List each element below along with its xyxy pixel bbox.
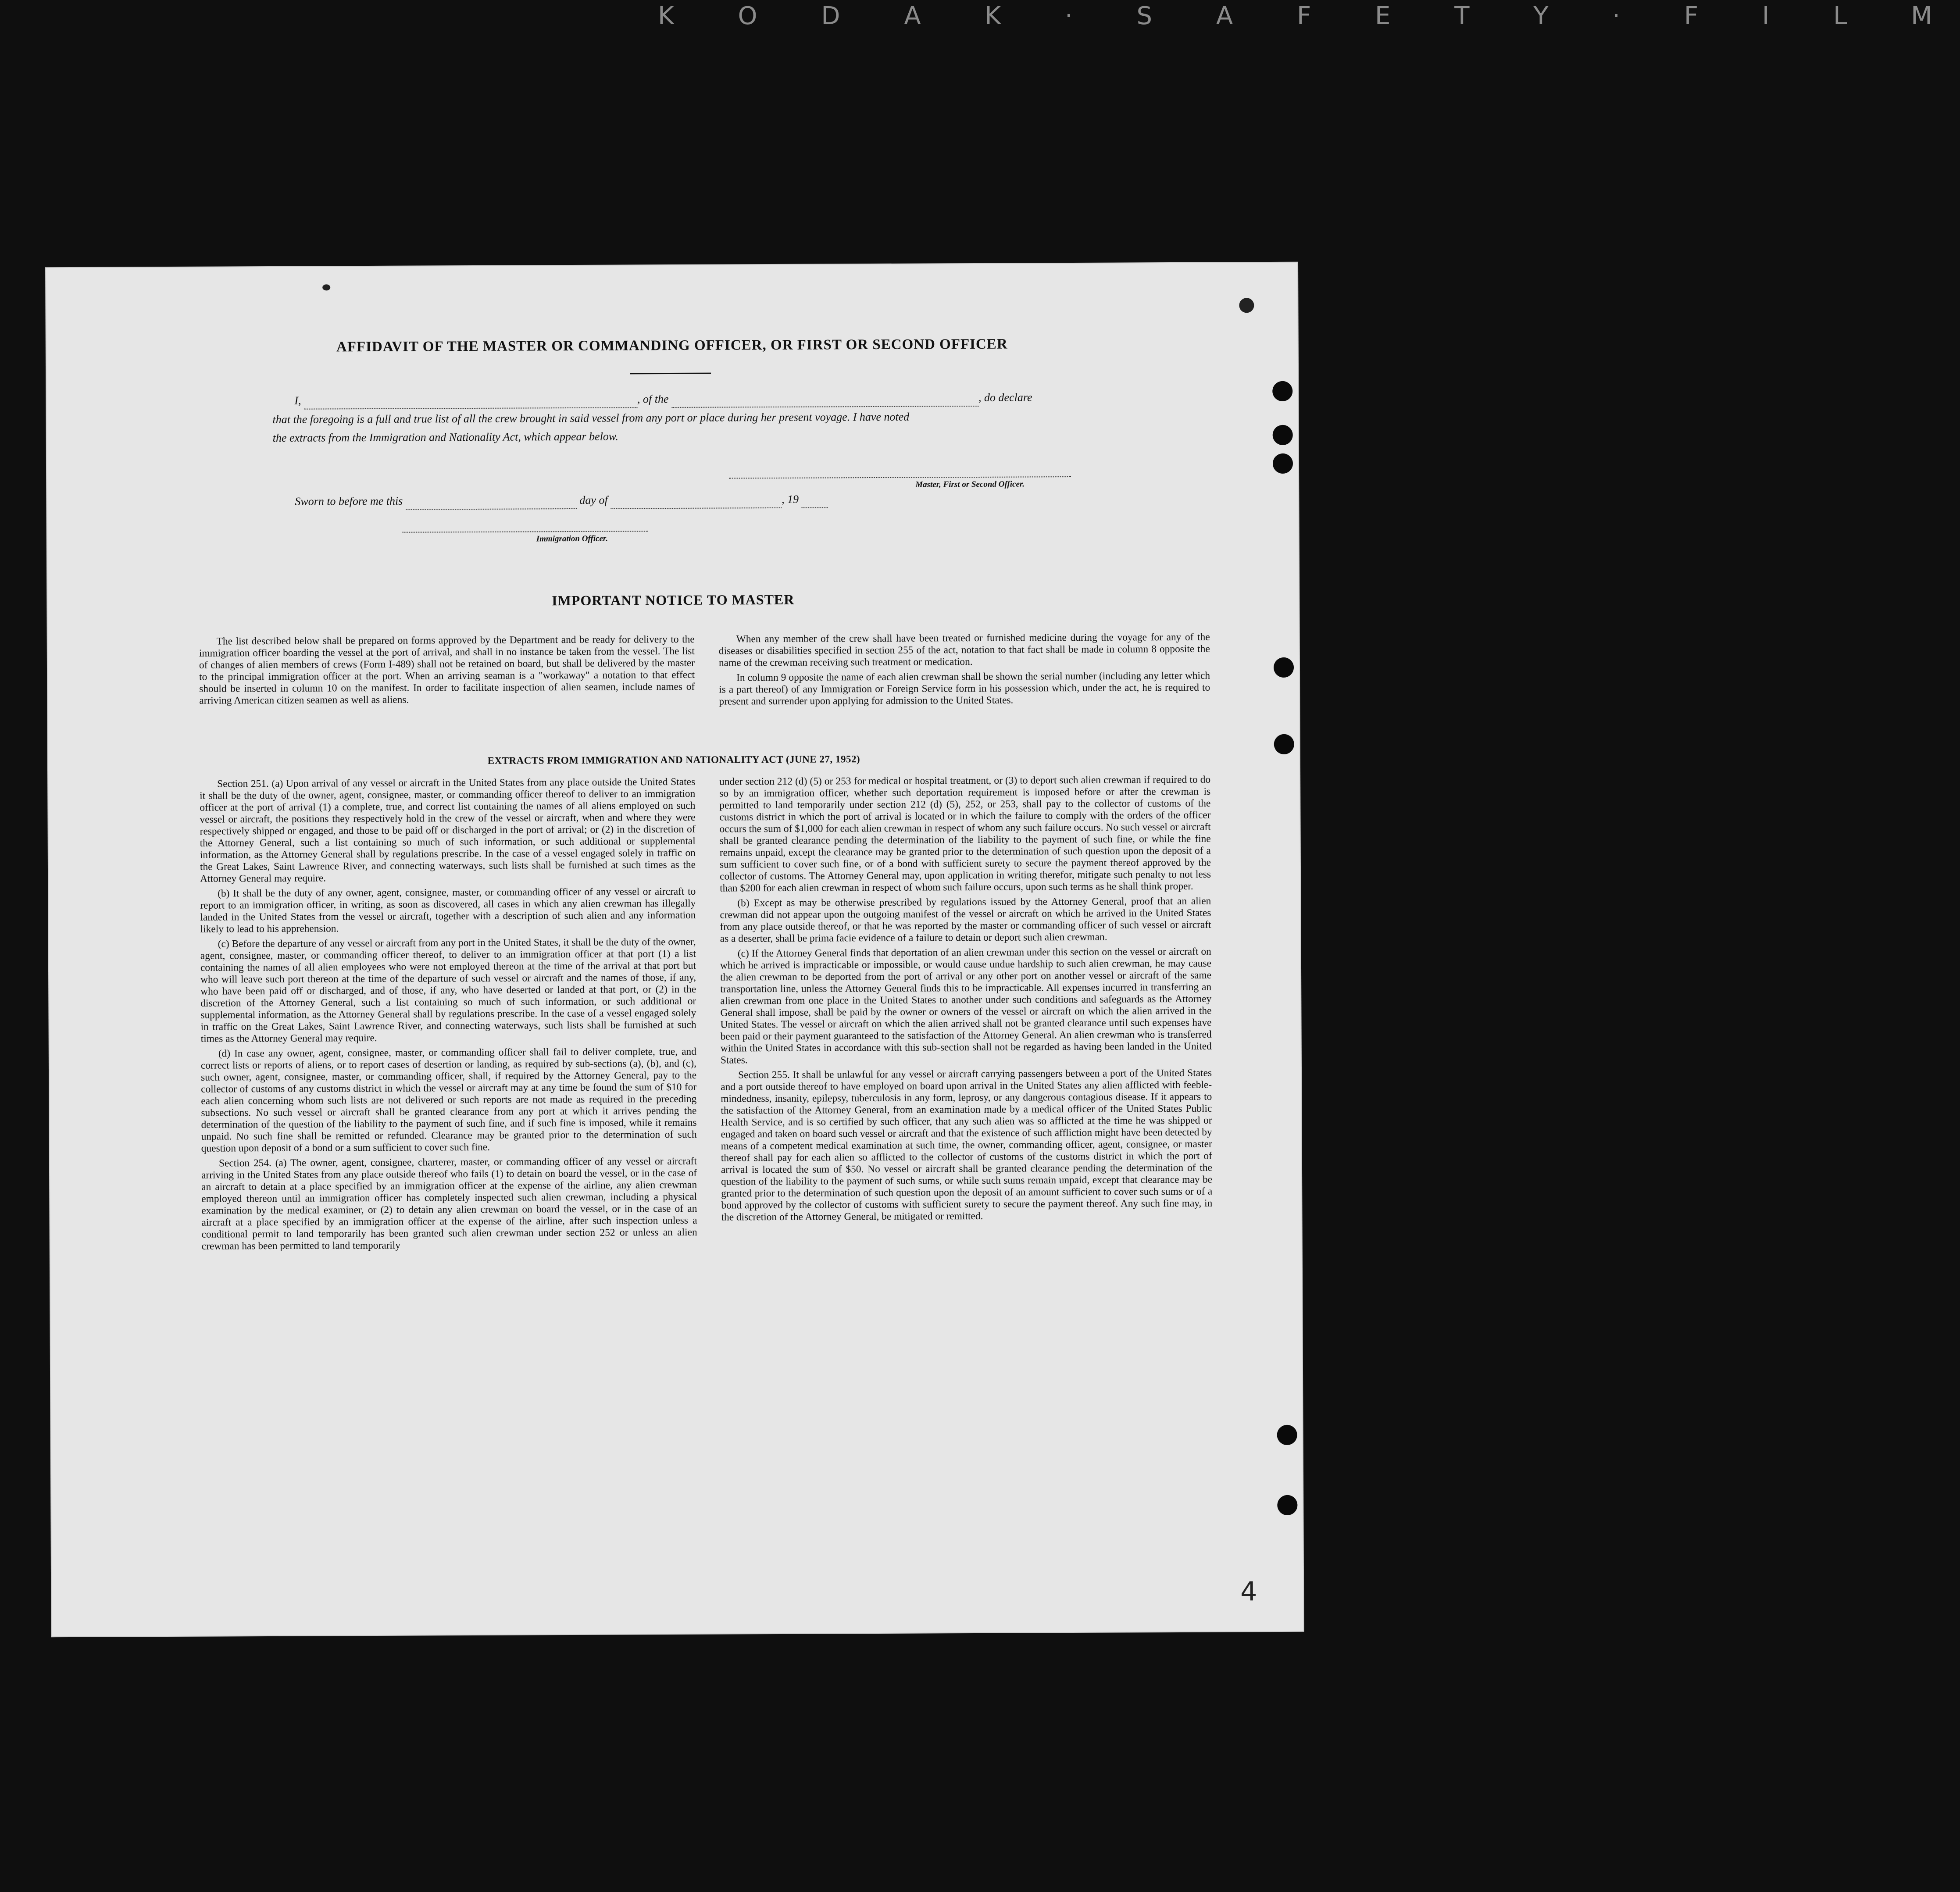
notice-title: IMPORTANT NOTICE TO MASTER <box>552 591 795 609</box>
notice-left-column <box>199 634 695 710</box>
act-section: Section 255. It shall be unlawful for any vessel or aircraft carrying passengers between a port of the United States and a port outside thereof to have employed on board upon arrival in the United States any alien afflicted with feeble-mindedness, insanity, epilepsy, tuberculosis in any form, leprosy, or any dangerous contagious disease. If it appears to the satisfaction of the Attorney General, from an examination made by a medical officer of the United States Public Health Service, and is so certified by such officer, that any such alien was so afflicted at the time he was shipped or engaged and taken on board such vessel or aircraft and that the existence of such affliction might have been detected by means of a competent medical examination at such time, the owner, commanding officer, agent, consignee, or master thereof shall pay for each alien so afflicted to the collector of customs of the customs district in which the port of arrival is located the sum of $50. No vessel or aircraft shall be granted clearance pending the determination of the question of the liability to the payment of such sums, or while such sums remain unpaid, except that clearance may be granted prior to the determination of such question upon the deposit of an amount sufficient to cover such sums or of a bond approved by the collector of customs with sufficient surety to secure the payment thereof. Any such fine may, in the discretion of the Attorney General, be mitigated or remitted. <box>721 1067 1213 1223</box>
act-section: (c) If the Attorney General finds that deportation of an alien crewman under this section on the vessel or aircraft on which he arrived is impracticable or impossible, or would cause undue hardship to such alien crewman, he may cause the alien crewman to be deported from the port of arrival or any other port on another vessel or aircraft of the same transportation line, unless the Attorney General finds this to be impracticable. All expenses incurred in transferring an alien crewman from one place in the United States to another under such conditions and safeguards as the Attorney General shall impose, shall be paid by the owner or owners of the vessel or aircraft on which the alien arrived in the United States. The vessel or aircraft on which the alien arrived shall not be granted clearance until such expenses have been paid or their payment guaranteed to the satisfaction of the Attorney General. An alien crewman who is transferred within the United States in accordance with this sub-section shall not be regarded as having been landed in the United States. <box>720 946 1212 1066</box>
extracts-title: EXTRACTS FROM IMMIGRATION AND NATIONALITY ACT (JUNE 27, 1952) <box>487 753 860 766</box>
notice-right-column <box>719 632 1210 711</box>
punch-hole-icon <box>1274 657 1294 678</box>
sworn-month-field[interactable] <box>610 494 782 509</box>
ink-blot-icon <box>1239 298 1254 313</box>
margin-number: 4 <box>1240 1576 1257 1607</box>
ink-speck-icon <box>322 284 330 290</box>
act-section: under section 212 (d) (5) or 253 for medical or hospital treatment, or (3) to deport such alien crewman if required to do so by an immigration officer, whether such deportation requirement is imposed before or after the crewman is permitted to land temporarily under section 212 (d) (5), 252, or 253, shall pay to the collector of customs of the customs district in which the port of arrival is located or in which the failure to comply with the orders of the officer occurs the sum of $1,000 for each alien crewman in respect of whom any such failure occurs. No such vessel or aircraft shall be granted clearance pending the determination of the liability to the payment of such fine, or while the fine remains unpaid, except the clearance may be granted prior to the determination of such question upon the deposit of a sum sufficient to cover such fine, or of a bond with sufficient surety to secure the payment thereof approved by the collector of customs. The Attorney General may, upon application in writing therefor, mitigate such penalty to not less than $200 for each alien crewman in respect of whom such failure occurs, upon such terms as he shall think proper. <box>719 774 1211 894</box>
act-section: (c) Before the departure of any vessel or aircraft from any port in the United States, it shall be the duty of the owner, agent, consignee, master, or commanding officer thereof, to deliver to an immigration officer at that port (1) a list containing the names of all alien employees who were not employed thereon at the time of the arrival at that port but who will leave such port thereon at the time of the departure of such vessel or aircraft and the names of those, if any, who have been paid off or discharged, and of those, if any, who have deserted or landed at that port, or (2) in the discretion of the Attorney General, such a list containing so much of such information, or such additional or supplemental information, as the Attorney General shall by regulations prescribe. In the case of a vessel engaged solely in traffic on the Great Lakes, Saint Lawrence River, and connecting waterways, such lists shall be furnished at such times as the Attorney General may require. <box>200 936 696 1045</box>
declaration-line-3: the extracts from the Immigration and Nationality Act, which appear below. <box>272 430 618 444</box>
document-page <box>46 263 1303 1636</box>
notice-paragraph: In column 9 opposite the name of each alien crewman shall be shown the serial number (including any letter which is a part thereof) of any Immigration or Foreign Service form in his possession which, under the act, he is required to present and surrender upon applying for admission to the United States. <box>719 670 1210 707</box>
act-section: (b) Except as may be otherwise prescribed by regulations issued by the Attorney General, proof that an alien crewman did not appear upon the outgoing manifest of the vessel or aircraft on which he arrived in the United States from any place outside thereof, or that he was reported by the master or commanding officer of such vessel or aircraft as a deserter, shall be prima facie evidence of a failure to detain or deport such alien crewman. <box>720 895 1211 945</box>
act-section: (d) In case any owner, agent, consignee, master, or commanding officer shall fail to deliver complete, true, and correct lists or reports of aliens, or to report cases of desertion or landing, as required by sub-sections (a), (b), and (c), such owner, agent, consignee, master, or commanding officer, shall, if required by the Attorney General, pay to the collector of customs of any customs district in which the vessel or aircraft may at any time be found the sum of $10 for each alien concerning whom such lists are not delivered or such reports are not made as required in the preceding subsections. No such vessel or aircraft shall be granted clearance from any port at which it arrives pending the determination of the question of the liability to the payment of such fine, and if such fine is imposed, while it remains unpaid. No such fine shall be remitted or refunded. Clearance may be granted prior to the determination of such question upon deposit of a bond or a sum sufficient to cover such fine. <box>200 1046 697 1154</box>
affidavit-title: AFFIDAVIT OF THE MASTER OR COMMANDING OFFICER, OR FIRST OR SECOND OFFICER <box>336 336 1008 355</box>
punch-hole-icon <box>1277 1495 1297 1515</box>
act-section: Section 254. (a) The owner, agent, consignee, charterer, master, or commanding officer of any vessel or aircraft arriving in the United States from any place outside thereof who fails (1) to detain on board the vessel, or in the case of an aircraft to detain at a place specified by an immigration officer at the expense of the airline, any alien crewman employed thereon until an immigration officer has completely inspected such alien crewman, including a physical examination by the medical examiner, or (2) to detain any alien crewman on board the vessel, or in the case of an aircraft at a place specified by an immigration officer at the expense of the airline, after such inspection unless a conditional permit to land temporarily has been granted such alien crewman under section 252 or unless an alien crewman has been permitted to land temporarily <box>201 1155 697 1252</box>
punch-hole-icon <box>1272 381 1292 401</box>
film-edge-text: K O D A K · S A F E T Y · F I L M <box>658 2 1960 30</box>
title-divider <box>630 373 711 375</box>
extracts-left-column <box>200 776 697 1256</box>
vessel-field[interactable] <box>671 393 978 408</box>
name-field[interactable] <box>304 394 637 409</box>
declaration-line-1: I, , of the , do declare <box>294 388 1163 410</box>
punch-hole-icon <box>1273 425 1293 445</box>
extracts-right-column <box>719 774 1212 1227</box>
act-section: Section 251. (a) Upon arrival of any vessel or aircraft in the United States from any place outside the United States it shall be the duty of the owner, agent, consignee, master, or commanding officer thereof to deliver to an immigration officer at the port of arrival (1) a complete, true, and correct list containing the names of all aliens employed on such vessel or aircraft, the positions they respectively hold in the crew of the vessel or aircraft, when and where they were respectively shipped or engaged, and those to be paid off or discharged in the port of arrival; or (2) in the discretion of the Attorney General, such a list containing so much of such information, or such additional or supplemental information, as the Attorney General shall by regulations prescribe. In the case of a vessel engaged solely in traffic on the Great Lakes, Saint Lawrence River, and connecting waterways, such lists shall be furnished at such times as the Attorney General may require. <box>200 776 696 885</box>
sworn-line: Sworn to before me this day of , 19 <box>295 489 1128 510</box>
notice-paragraph: The list described below shall be prepared on forms approved by the Department and be ready for delivery to the immigration officer boarding the vessel at the port of arrival, and shall in no instance be taken from the vessel. The list of changes of alien members of crews (Form I-489) shall not be retained on board, but shall be delivered by the master to the principal immigration officer at the port. When an arriving seaman is a "workaway" a notation to that effect should be inserted in column 10 on the manifest. In order to facilitate inspection of alien seamen, include names of arriving American citizen seamen as well as aliens. <box>199 633 695 707</box>
sworn-year-field[interactable] <box>802 494 828 508</box>
officer-signature-line[interactable] <box>403 531 648 532</box>
officer-signature-label: Immigration Officer. <box>536 534 608 544</box>
declaration-line-2: that the foregoing is a full and true list of all the crew brought in said vessel from any port or place during her present voyage. I have noted <box>272 410 910 426</box>
master-signature-line[interactable] <box>729 476 1071 478</box>
act-section: (b) It shall be the duty of any owner, agent, consignee, master, or commanding officer of any vessel or aircraft to report to an immigration officer, in writing, as soon as discovered, all cases in which any alien crewman has illegally landed in the United States from the vessel or aircraft, together with a description of such alien and any information likely to lead to his apprehension. <box>200 885 696 935</box>
punch-hole-icon <box>1273 453 1293 474</box>
notice-paragraph: When any member of the crew shall have been treated or furnished medicine during the voyage for any of the diseases or disabilities specified in section 255 of the act, notation to that fact shall be made in column 8 opposite the name of the crewman receiving such treatment or medication. <box>718 631 1210 669</box>
master-signature-label: Master, First or Second Officer. <box>915 479 1025 489</box>
punch-hole-icon <box>1277 1425 1297 1445</box>
film-edge-strip <box>0 0 1960 39</box>
sworn-day-field[interactable] <box>406 495 577 510</box>
